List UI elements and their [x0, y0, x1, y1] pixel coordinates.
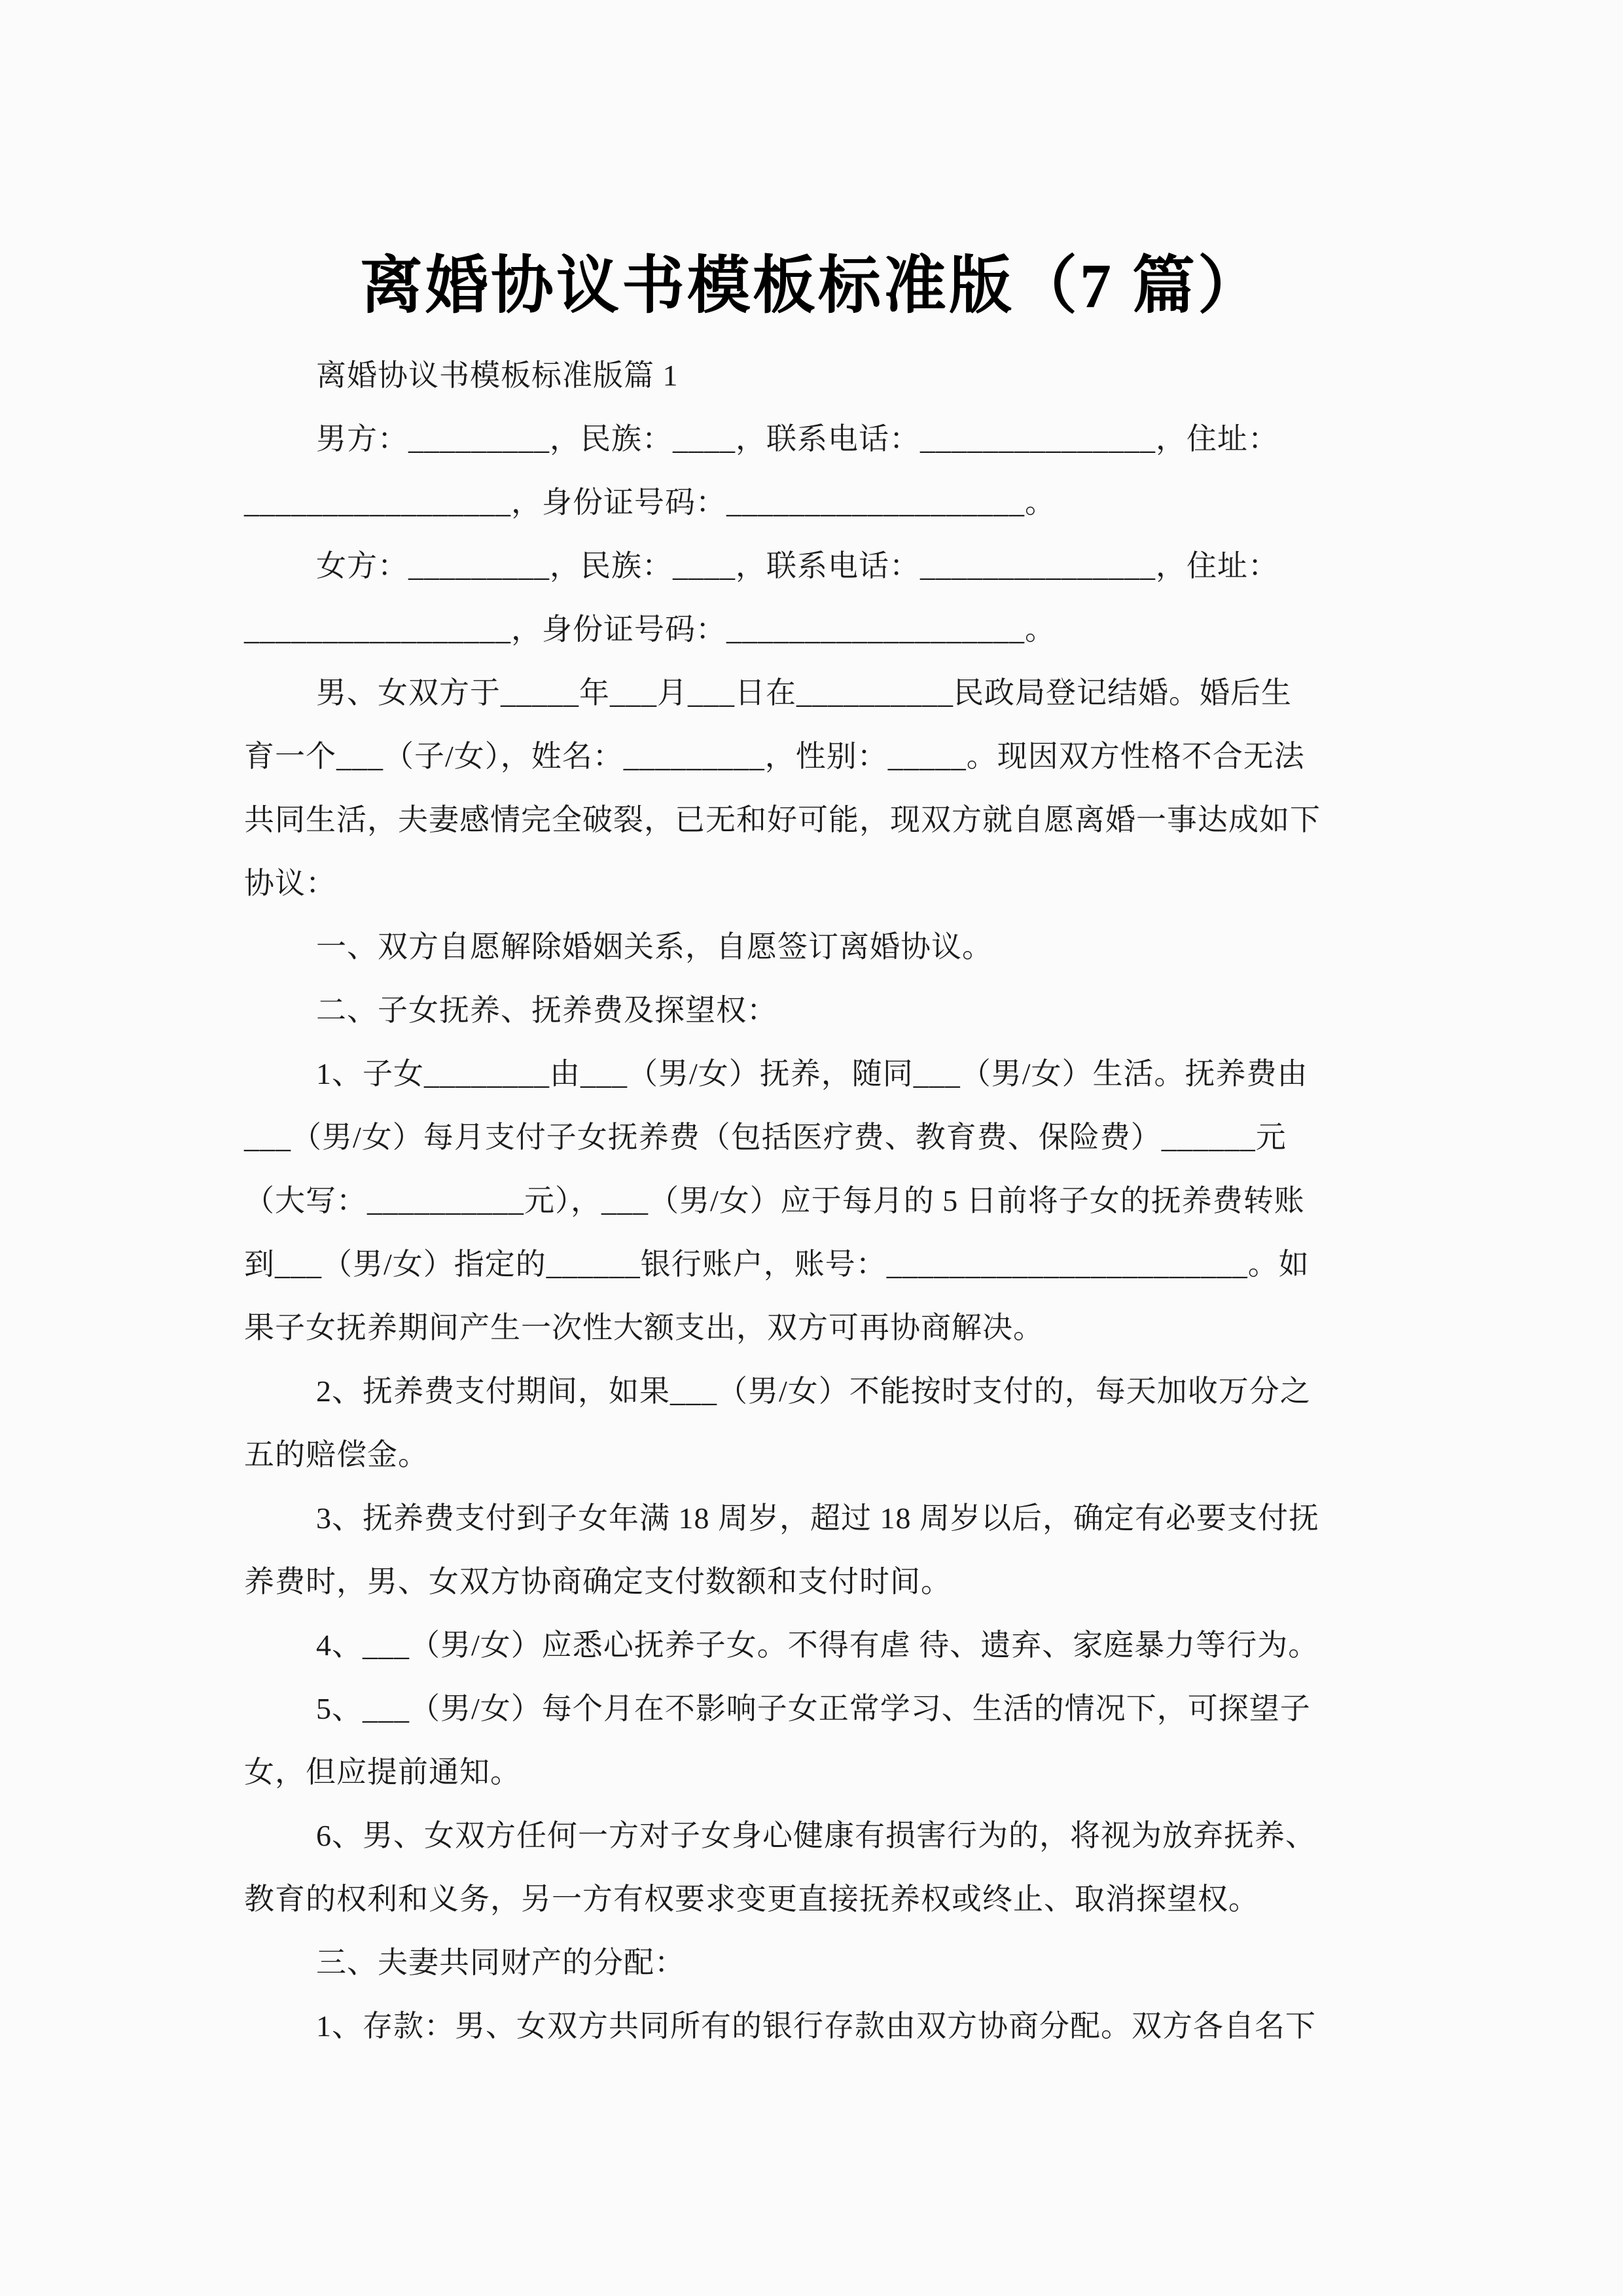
document-line: 3、抚养费支付到子女年满 18 周岁，超过 18 周岁以后，确定有必要支付抚 [316, 1501, 1319, 1535]
document-line: 6、男、女双方任何一方对子女身心健康有损害行为的，将视为放弃抚养、 [316, 1819, 1316, 1852]
document-line: _________________，身份证号码：___________________。 [244, 613, 1056, 646]
document-line: 二、子女抚养、抚养费及探望权： [316, 994, 777, 1027]
document-line: 共同生活，夫妻感情完全破裂，已无和好可能，现双方就自愿离婚一事达成如下 [244, 803, 1321, 836]
document-line: 2、抚养费支付期间，如果___（男/女）不能按时支付的，每天加收万分之 [316, 1374, 1311, 1408]
document-line: 教育的权利和义务，另一方有权要求变更直接抚养权或终止、取消探望权。 [244, 1882, 1259, 1916]
section-heading: 离婚协议书模板标准版篇 1 [316, 359, 679, 392]
document-line: （大写：__________元），___（男/女）应于每月的 5 日前将子女的抚养费转账 [244, 1184, 1305, 1217]
document-line: 三、夫妻共同财产的分配： [316, 1946, 685, 1979]
document-line: 五的赔偿金。 [244, 1438, 429, 1471]
document-line: 女方：_________，民族：____，联系电话：_______________，住址： [316, 549, 1279, 583]
document-line: 果子女抚养期间产生一次性大额支出，双方可再协商解决。 [244, 1311, 1044, 1344]
document-title: 离婚协议书模板标准版（7 篇） [360, 251, 1263, 321]
document-line: 1、存款：男、女双方共同所有的银行存款由双方协商分配。双方各自名下 [316, 2009, 1316, 2043]
document-line: 女，但应提前通知。 [244, 1755, 521, 1789]
document-line: 5、___（男/女）每个月在不影响子女正常学习、生活的情况下，可探望子 [316, 1692, 1311, 1725]
document-line: 协议： [244, 867, 336, 900]
document-line: 1、子女________由___（男/女）抚养，随同___（男/女）生活。抚养费由 [316, 1057, 1308, 1090]
document-line: 男、女双方于_____年___月___日在__________民政局登记结婚。婚后生 [316, 676, 1292, 709]
document-line: ___（男/女）每月支付子女抚养费（包括医疗费、教育费、保险费）______元 [244, 1121, 1287, 1154]
document-line: 到___（男/女）指定的______银行账户，账号：_______________________。如 [244, 1247, 1310, 1281]
document-line: 一、双方自愿解除婚姻关系，自愿签订离婚协议。 [316, 930, 993, 963]
document-line: _________________，身份证号码：___________________。 [244, 486, 1056, 519]
document-line: 男方：_________，民族：____，联系电话：_______________，住址： [316, 422, 1279, 456]
document-line: 4、___（男/女）应悉心抚养子女。不得有虐 待、遗弃、家庭暴力等行为。 [316, 1628, 1319, 1662]
document-line: 育一个___（子/女），姓名：_________，性别：_____。现因双方性格不合无法 [244, 740, 1305, 773]
document-body [244, 344, 1416, 2058]
document-line: 养费时，男、女双方协商确定支付数额和支付时间。 [244, 1565, 952, 1598]
